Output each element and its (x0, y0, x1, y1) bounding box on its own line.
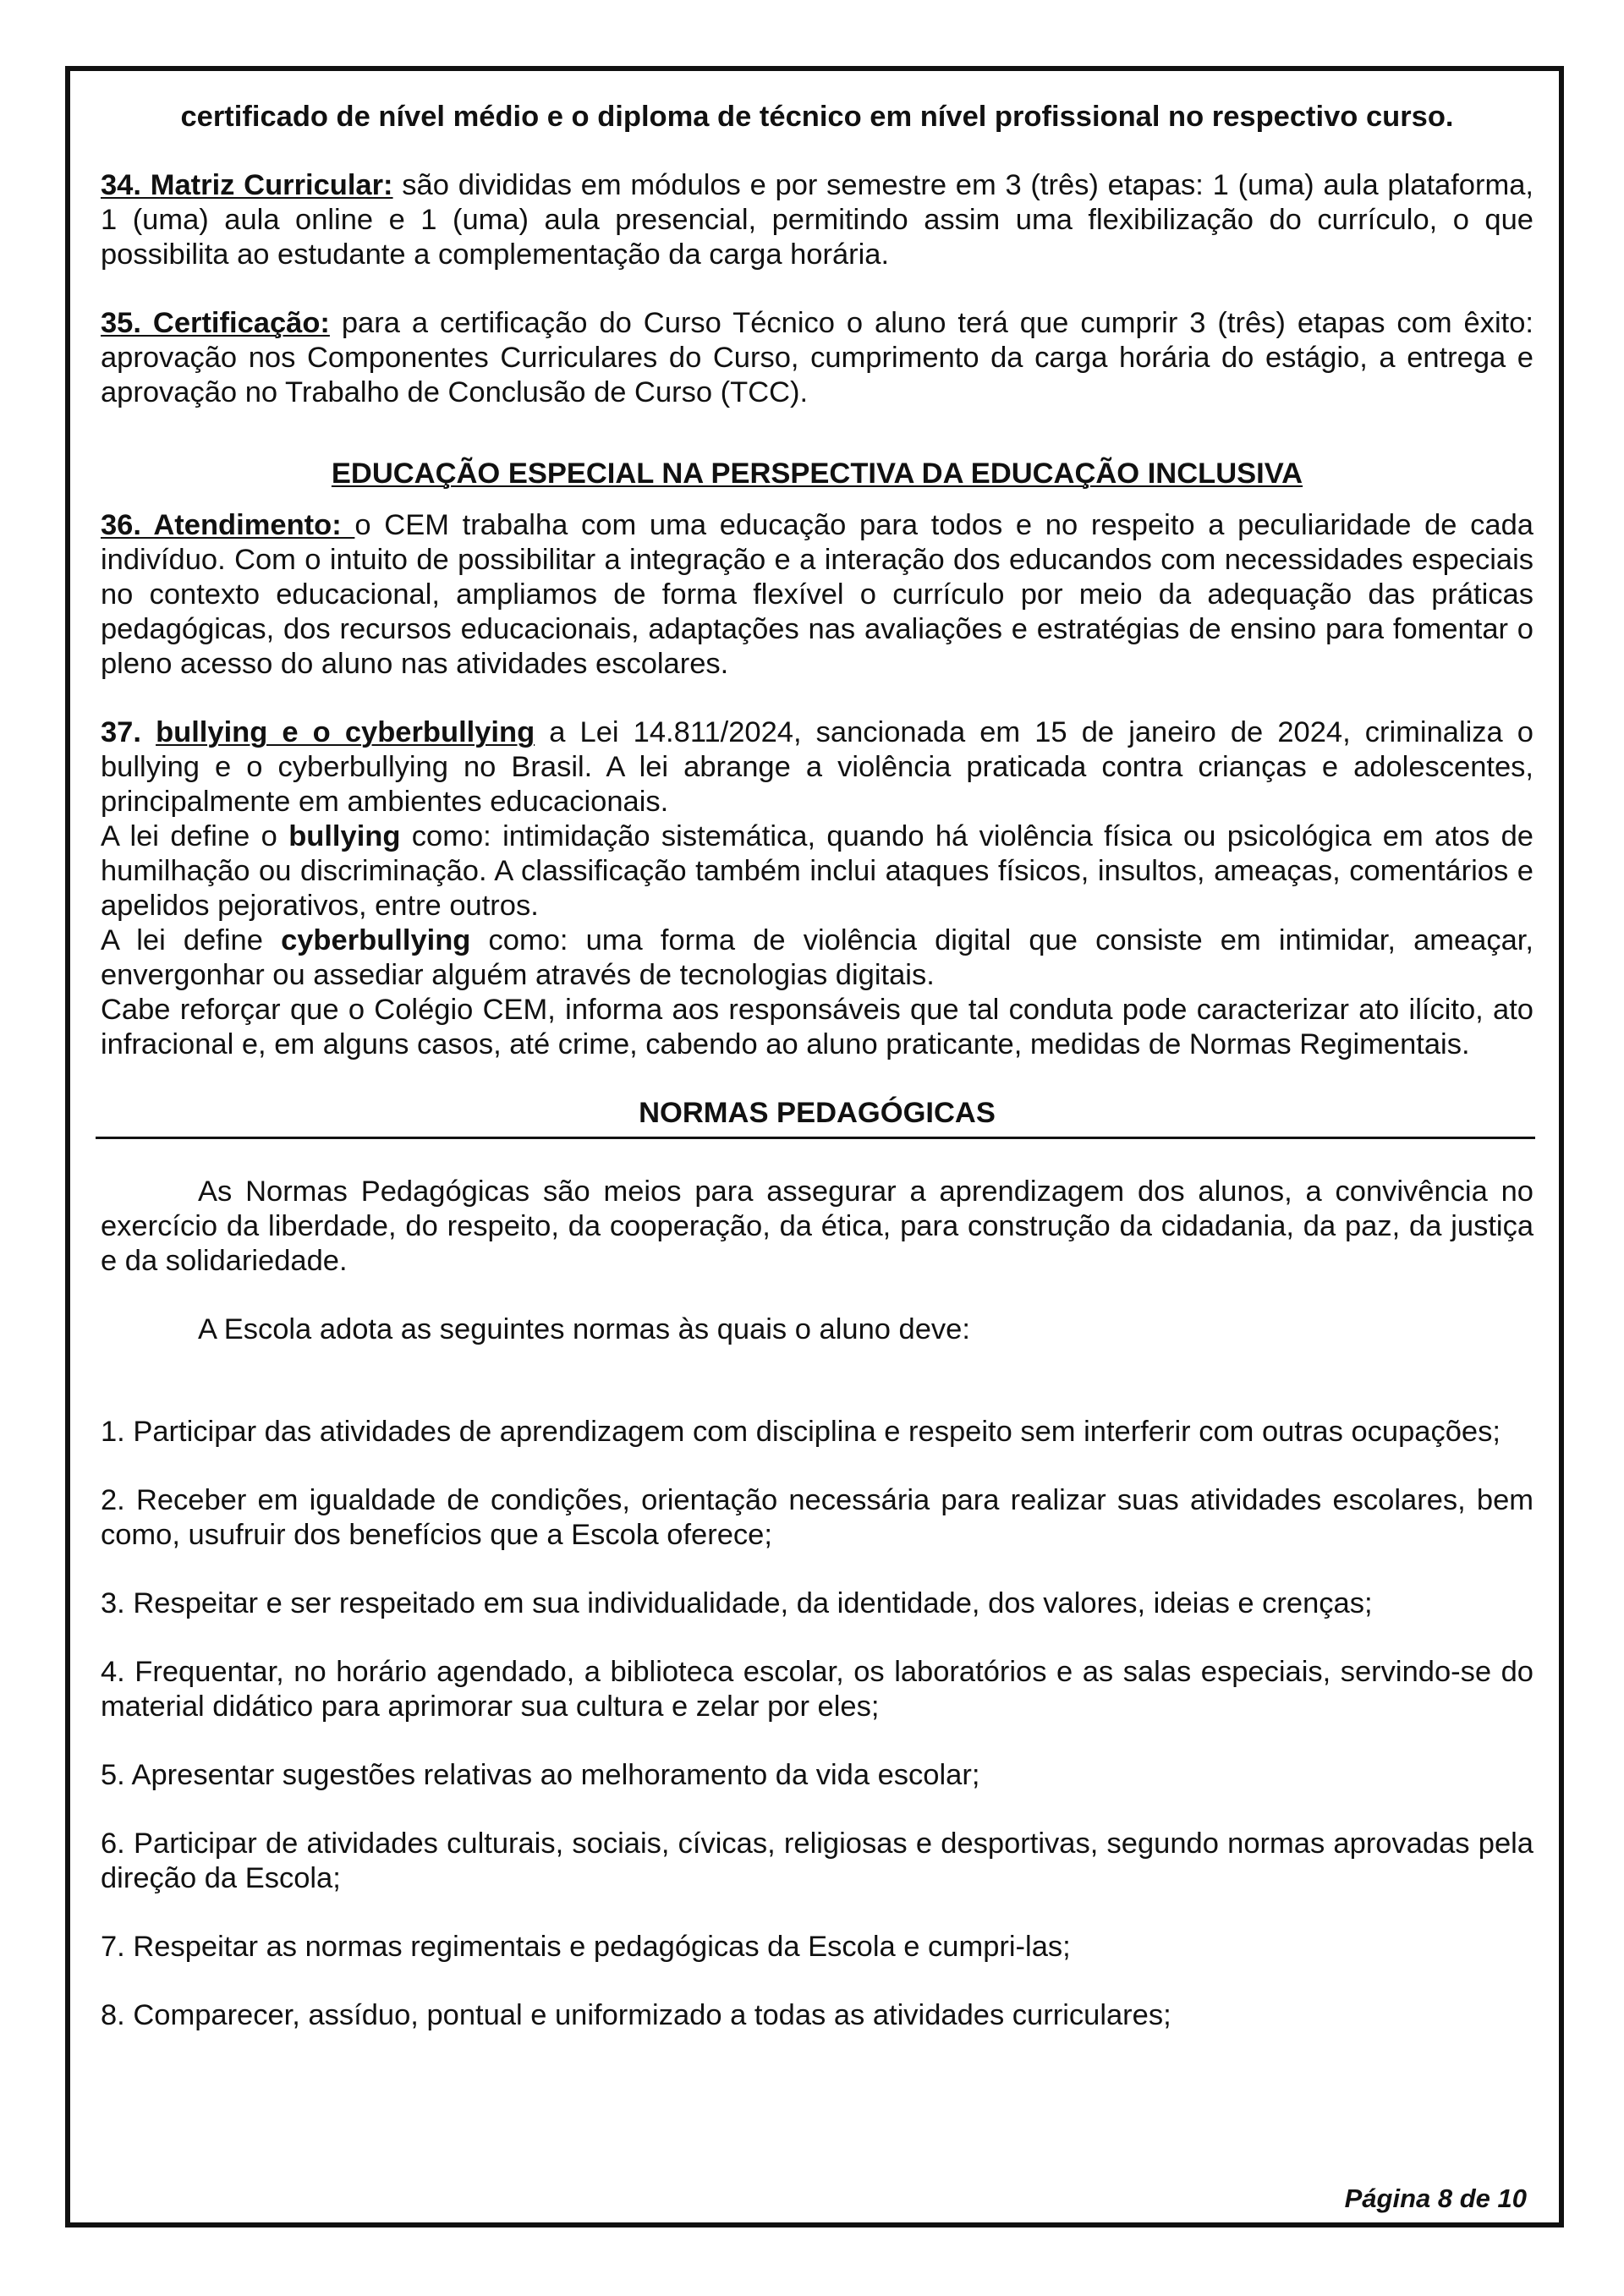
item-37-intro: 37. bullying e o cyberbullying a Lei 14.811/2024, sancionada em 15 de janeiro de 2024, criminaliza o bullying e o cyberbullying no Brasil. A lei abrange a violência praticada contra crianças e adolescentes, principalmente em ambientes educacionais. (101, 716, 1533, 818)
item-37 (101, 715, 1533, 1062)
item-37-cyberbullying-definition: A lei define cyberbullying como: uma forma de violência digital que consiste em intimidar, ameaçar, envergonhar ou assediar alguém através de tecnologias digitais. (101, 924, 1533, 991)
norms-list (101, 1415, 1533, 2033)
item-37-bullying-definition: A lei define o bullying como: intimidação sistemática, quando há violência física ou psicológica em atos de humilhação ou discriminação. A classificação também inclui ataques físicos, insultos, ameaças, comentários e apelidos pejorativos, entre outros. (101, 820, 1533, 922)
item-37-closing: Cabe reforçar que o Colégio CEM, informa aos responsáveis que tal conduta pode caracterizar ato ilícito, ato infracional e, em alguns casos, até crime, cabendo ao aluno praticante, medidas de Normas Regimentais. (101, 994, 1533, 1060)
list-item: 3. Respeitar e ser respeitado em sua individualidade, da identidade, dos valores, ideias e crenças; (101, 1587, 1373, 1619)
section-heading-pedagogical-norms: NORMAS PEDAGÓGICAS (639, 1097, 996, 1129)
item-36: 36. Atendimento: o CEM trabalha com uma educação para todos e no respeito a peculiaridade de cada indivíduo. Com o intuito de possibilitar a integração e a interação dos educandos com necessidades especiais no contexto educacional, ampliamos de forma flexível o currículo por meio da adequação das práticas pedagógicas, dos recursos educacionais, adaptações nas avaliações e estratégias de ensino para fomentar o pleno acesso do aluno nas atividades escolares. (101, 509, 1533, 680)
page-number: Página 8 de 10 (1344, 2184, 1527, 2213)
list-item: 6. Participar de atividades culturais, sociais, cívicas, religiosas e desportivas, segundo normas aprovadas pela direção da Escola; (101, 1827, 1533, 1894)
item-34: 34. Matriz Curricular: são divididas em módulos e por semestre em 3 (três) etapas: 1 (uma) aula plataforma, 1 (uma) aula online e 1 (uma) aula presencial, permitindo assim uma flexibilização do currículo, o que possibilita ao estudante a complementação da carga horária. (101, 169, 1533, 271)
norms-lead: A Escola adota as seguintes normas às quais o aluno deve: (198, 1313, 970, 1345)
page-content (101, 100, 1533, 2222)
section-divider (96, 1137, 1535, 1139)
item-35-label: 35. Certificação: (101, 307, 330, 339)
list-item: 7. Respeitar as normas regimentais e pedagógicas da Escola e cumpri-las; (101, 1931, 1071, 1963)
item-34-label: 34. Matriz Curricular: (101, 169, 393, 201)
item-35: 35. Certificação: para a certificação do Curso Técnico o aluno terá que cumprir 3 (três) etapas com êxito: aprovação nos Componentes Curriculares do Curso, cumprimento da carga horária do estágio, a entrega e aprovação no Trabalho de Conclusão de Curso (TCC). (101, 307, 1533, 408)
section-heading-special-education: EDUCAÇÃO ESPECIAL NA PERSPECTIVA DA EDUCAÇÃO INCLUSIVA (331, 458, 1303, 490)
page-frame (65, 66, 1564, 2228)
list-item: 1. Participar das atividades de aprendizagem com disciplina e respeito sem interferir com outras ocupações; (101, 1416, 1501, 1448)
norms-intro: As Normas Pedagógicas são meios para assegurar a aprendizagem dos alunos, a convivência no exercício da liberdade, do respeito, da cooperação, da ética, para construção da cidadania, da paz, da justiça e da solidariedade. (101, 1175, 1533, 1277)
item-37-label: bullying e o cyberbullying (156, 716, 535, 748)
list-item: 8. Comparecer, assíduo, pontual e uniformizado a todas as atividades curriculares; (101, 1999, 1171, 2031)
list-item: 5. Apresentar sugestões relativas ao melhoramento da vida escolar; (101, 1759, 980, 1791)
intro-line: certificado de nível médio e o diploma de técnico em nível profissional no respectivo curso. (180, 101, 1454, 133)
item-36-label: 36. Atendimento: (101, 509, 355, 541)
list-item: 2. Receber em igualdade de condições, orientação necessária para realizar suas atividades escolares, bem como, usufruir dos benefícios que a Escola oferece; (101, 1484, 1533, 1551)
list-item: 4. Frequentar, no horário agendado, a biblioteca escolar, os laboratórios e as salas especiais, servindo-se do material didático para aprimorar sua cultura e zelar por eles; (101, 1656, 1533, 1723)
